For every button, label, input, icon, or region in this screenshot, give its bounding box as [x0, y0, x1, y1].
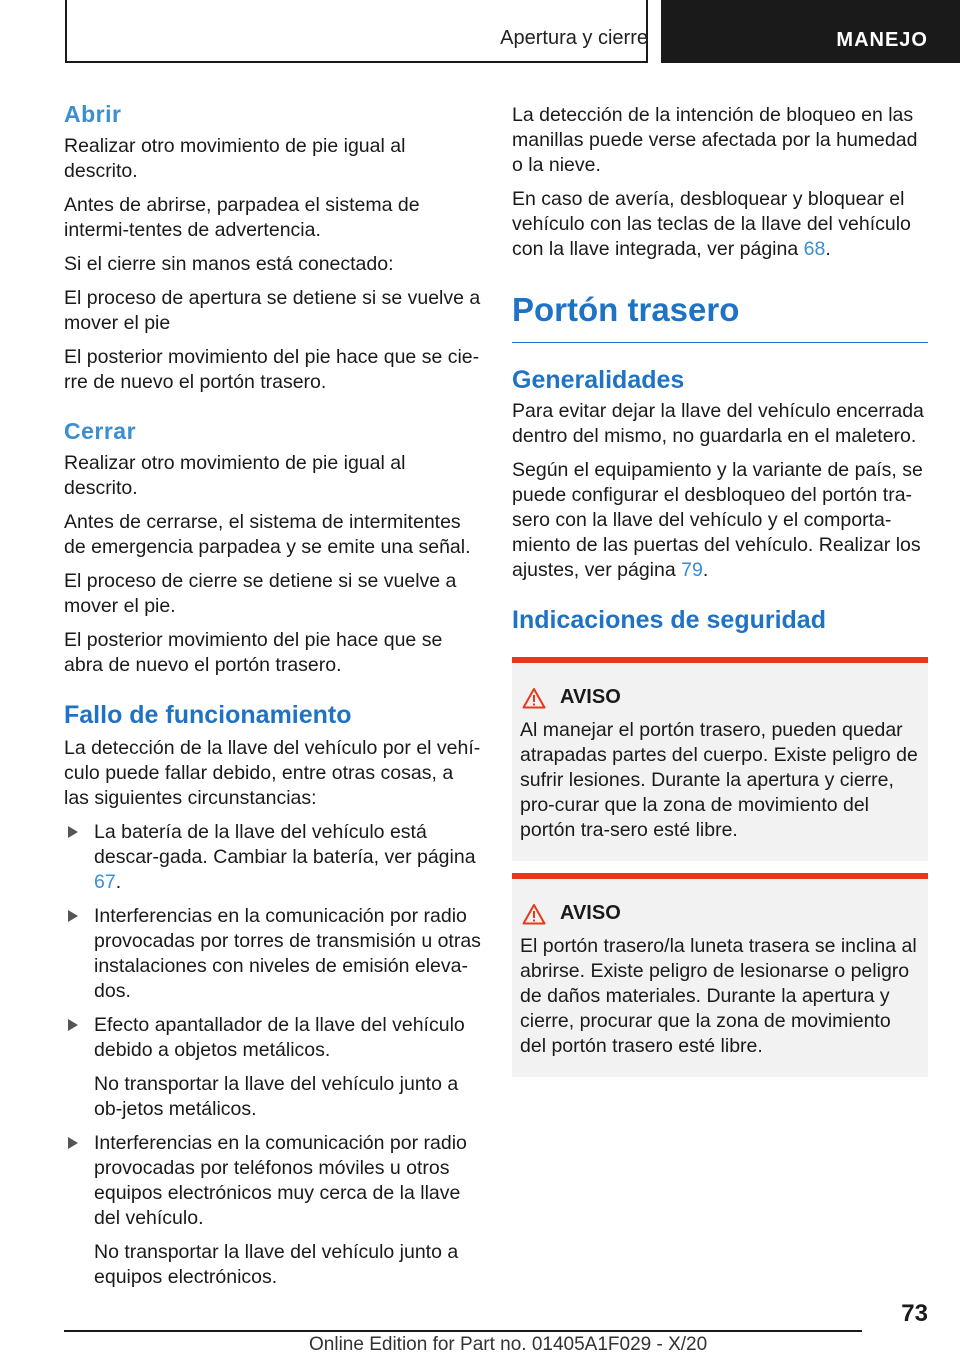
- page-link[interactable]: 68: [803, 238, 826, 260]
- warning-box: [512, 873, 928, 1077]
- paragraph: Realizar otro movimiento de pie igual al descrito.: [64, 452, 406, 499]
- spacer: [512, 861, 928, 873]
- heading-cerrar: Cerrar: [64, 418, 137, 444]
- list-item-text: La batería de la llave del vehículo está descar‐gada. Cambiar la batería, ver página: [94, 821, 476, 868]
- paragraph: Para evitar dejar la llave del vehículo encerrada dentro del mismo, no guardarla en el maletero.: [512, 400, 924, 447]
- left-column: [64, 100, 482, 1299]
- warning-text: El portón trasero/la luneta trasera se inclina al abrirse. Existe peligro de lesionarse o peligro de daños materiales. Durante la apertura y cierre, procurar que la zona de movimiento del portón trasero esté libre.: [520, 935, 917, 1057]
- page-link[interactable]: 79: [681, 559, 703, 581]
- header-section-title: Apertura y cierre: [500, 27, 648, 49]
- heading-generalidades: Generalidades: [512, 366, 685, 394]
- paragraph-text: Según el equipamiento y la variante de país, se puede configurar el desbloqueo del portón tra‐sero con la llave del vehículo y el comporta‐miento de las puertas del vehículo. Realizar los ajustes, ver página: [512, 459, 923, 581]
- list-item-text: Efecto apantallador de la llave del vehículo debido a objetos metálicos.: [94, 1014, 465, 1061]
- list-item-subtext: No transportar la llave del vehículo junto a ob‐jetos metálicos.: [94, 1073, 459, 1120]
- warning-triangle-icon: [522, 903, 546, 925]
- heading-seguridad: Indicaciones de seguridad: [512, 606, 826, 634]
- warning-box: [512, 657, 928, 861]
- warning-title-row: [520, 685, 920, 710]
- right-column: [512, 103, 928, 1077]
- list-item: [64, 904, 482, 1004]
- list-item-text: Interferencias en la comunicación por radio provocadas por teléfonos móviles u otros equipos electrónicos muy cerca de la llave del vehículo.: [94, 1132, 467, 1229]
- paragraph: La detección de la intención de bloqueo en las manillas puede verse afectada por la humedad o la nieve.: [512, 104, 918, 176]
- footer-divider: [64, 1330, 862, 1332]
- triangle-bullet-icon: [68, 826, 78, 838]
- list-item-subtext: No transportar la llave del vehículo junto a equipos electrónicos.: [94, 1241, 459, 1288]
- paragraph: El proceso de apertura se detiene si se vuelve a mover el pie: [64, 287, 481, 334]
- triangle-bullet-icon: [68, 1019, 78, 1031]
- punctuation: .: [825, 238, 831, 260]
- warning-title: AVISO: [560, 902, 621, 924]
- chapter-tab: [661, 0, 960, 63]
- list-item: [64, 1131, 482, 1290]
- page-link[interactable]: 67: [94, 871, 116, 893]
- triangle-bullet-icon: [68, 1137, 78, 1149]
- list-item-text: Interferencias en la comunicación por radio provocadas por torres de transmisión u otras instalaciones con niveles de emisión eleva‐dos.: [94, 905, 481, 1002]
- paragraph: [512, 187, 928, 262]
- paragraph: Realizar otro movimiento de pie igual al descrito.: [64, 135, 406, 182]
- heading-fallo: Fallo de funcionamiento: [64, 701, 352, 729]
- list-item: [64, 1013, 482, 1122]
- paragraph: [512, 458, 928, 583]
- punctuation: .: [702, 559, 709, 581]
- paragraph: El proceso de cierre se detiene si se vuelve a mover el pie.: [64, 570, 457, 617]
- chapter-tab-label: MANEJO: [836, 29, 928, 51]
- list-item: [64, 820, 482, 895]
- paragraph: Antes de cerrarse, el sistema de intermitentes de emergencia parpadea y se emite una señal.: [64, 511, 471, 558]
- page-number: 73: [901, 1300, 928, 1327]
- warning-triangle-icon: [522, 687, 546, 709]
- triangle-bullet-icon: [68, 910, 78, 922]
- heading-abrir: Abrir: [64, 101, 122, 127]
- fallo-list: [64, 820, 482, 1290]
- paragraph: Antes de abrirse, parpadea el sistema de intermi‐tentes de advertencia.: [64, 194, 420, 241]
- section-title: Portón trasero: [512, 288, 928, 343]
- warning-title: AVISO: [560, 686, 621, 708]
- paragraph: El posterior movimiento del pie hace que se abra de nuevo el portón trasero.: [64, 629, 443, 676]
- punctuation: .: [115, 871, 122, 893]
- warning-text: Al manejar el portón trasero, pueden quedar atrapadas partes del cuerpo. Existe peligro de sufrir lesiones. Durante la apertura y cierre, pro‐curar que la zona de movimiento del portón tra‐sero esté libre.: [520, 719, 918, 841]
- footer-edition: Online Edition for Part no. 01405A1F029 - X/20: [309, 1334, 708, 1355]
- paragraph-text: En caso de avería, desbloquear y bloquear el vehículo con las teclas de la llave del vehículo con la llave integrada, ver página: [512, 188, 911, 260]
- paragraph: El posterior movimiento del pie hace que se cie‐rre de nuevo el portón trasero.: [64, 346, 480, 393]
- warning-title-row: [520, 901, 920, 926]
- paragraph: Si el cierre sin manos está conectado:: [64, 253, 394, 275]
- paragraph: La detección de la llave del vehículo por el vehí‐culo puede fallar debido, entre otras cosas, a las siguientes circunstancias:: [64, 737, 481, 809]
